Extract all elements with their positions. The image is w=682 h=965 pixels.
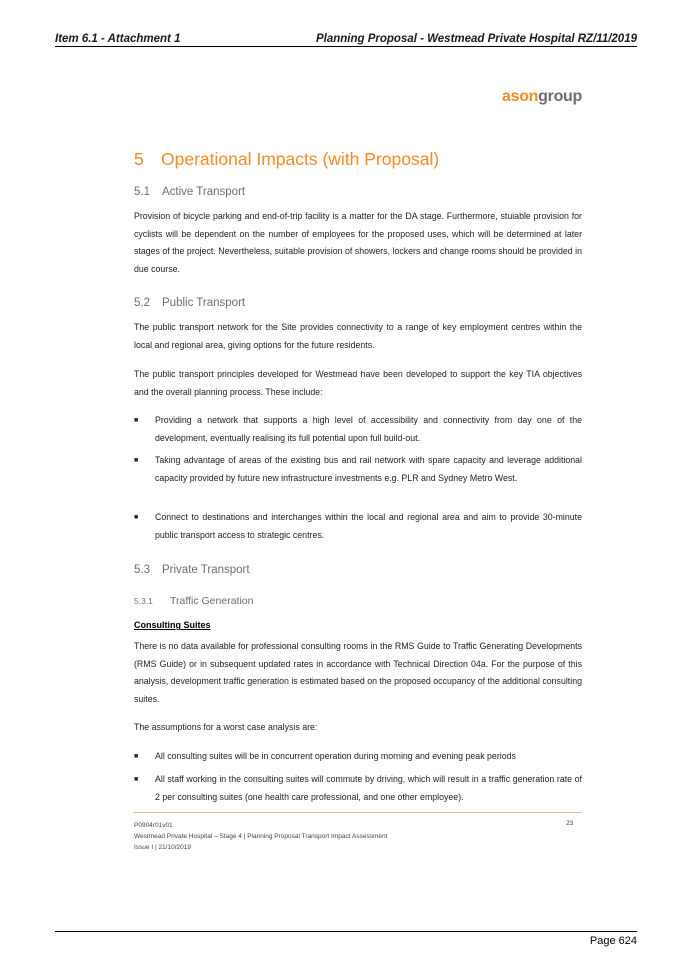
report-page-number: 23 [566,820,574,827]
heading-5-3-1: 5.3.1 Traffic Generation [134,595,254,607]
list-item: ■ All staff working in the consulting suites will commute by driving, which will result in a traffic generation rate of 2 per consulting suites (one health care professional, and one other employee). [134,771,582,806]
document-header [55,30,637,47]
list-item: ■ Taking advantage of areas of the existing bus and rail network with spare capacity and leverage additional capacity provided by future new infrastructure investments e.g. PLR and Sydney Metro West. [134,452,582,487]
footer-doc-ref: P0904r01v01 [134,822,173,829]
paragraph-active-transport: Provision of bicycle parking and end-of-trip facility is a matter for the DA stage. Furthermore, stuiable provision for cyclists will be dependent on the number of employees for the proposed uses, which will be determined at later stages of the project. Nevertheless, suitable provision of showers, lockers and change rooms should be provided in due course. [134,211,582,274]
section-title: Operational Impacts (with Proposal) [161,149,440,169]
paragraph-public-transport-1: The public transport network for the Site provides connectivity to a range of key employment centres within the local and regional area, giving options for the future residents. [134,322,582,350]
footer-issue: Issue I | 21/10/2019 [134,844,191,851]
header-attachment-label: Item 6.1 - Attachment 1 [55,33,181,45]
heading-5-1: 5.1 Active Transport [134,186,246,198]
section-heading [134,149,439,170]
paragraph-assumptions: The assumptions for a worst case analysis are: [134,722,318,732]
paragraph-public-transport-2: The public transport principles developed for Westmead have been developed to support the key TIA objectives and the overall planning process. These include: [134,369,582,397]
bullet-icon: ■ [134,776,139,783]
bullet-icon: ■ [134,514,139,521]
bullet-icon: ■ [134,753,139,760]
bottom-divider [55,931,637,932]
consulting-suites-heading: Consulting Suites [134,620,211,630]
paragraph-consulting-suites: There is no data available for professional consulting rooms in the RMS Guide to Traffic Generating Developments (RMS Guide) or in subsequent updated rates in accordance with Technical Direction 04a. For the purpose of this analysis, development traffic generation is estimated based on the proposed occupancy of the additional consulting suites. [134,641,582,704]
report-footer [134,820,387,853]
footer-divider [134,812,582,813]
heading-5-2: 5.2 Public Transport [134,297,246,309]
heading-5-3: 5.3 Private Transport [134,564,250,576]
bullet-icon: ■ [134,457,139,464]
bullet-icon: ■ [134,417,139,424]
header-proposal-label: Planning Proposal - Westmead Private Hospital RZ/11/2019 [315,33,637,45]
section-number: 5 [134,149,144,169]
list-item: ■ All consulting suites will be in concurrent operation during morning and evening peak periods [134,748,582,766]
agenda-page-number: Page 624 [589,935,637,947]
footer-doc-title: Westmead Private Hospital – Stage 4 | Planning Proposal Transport Impact Assessment [134,833,388,840]
asongroup-logo: asongroup [502,88,582,105]
list-item: ■ Connect to destinations and interchanges within the local and regional area and aim to provide 30-minute public transport access to strategic centres. [134,509,582,544]
list-item: ■ Providing a network that supports a high level of accessibility and connectivity from day one of the development, eventually realising its full potential upon full build-out. [134,412,582,447]
